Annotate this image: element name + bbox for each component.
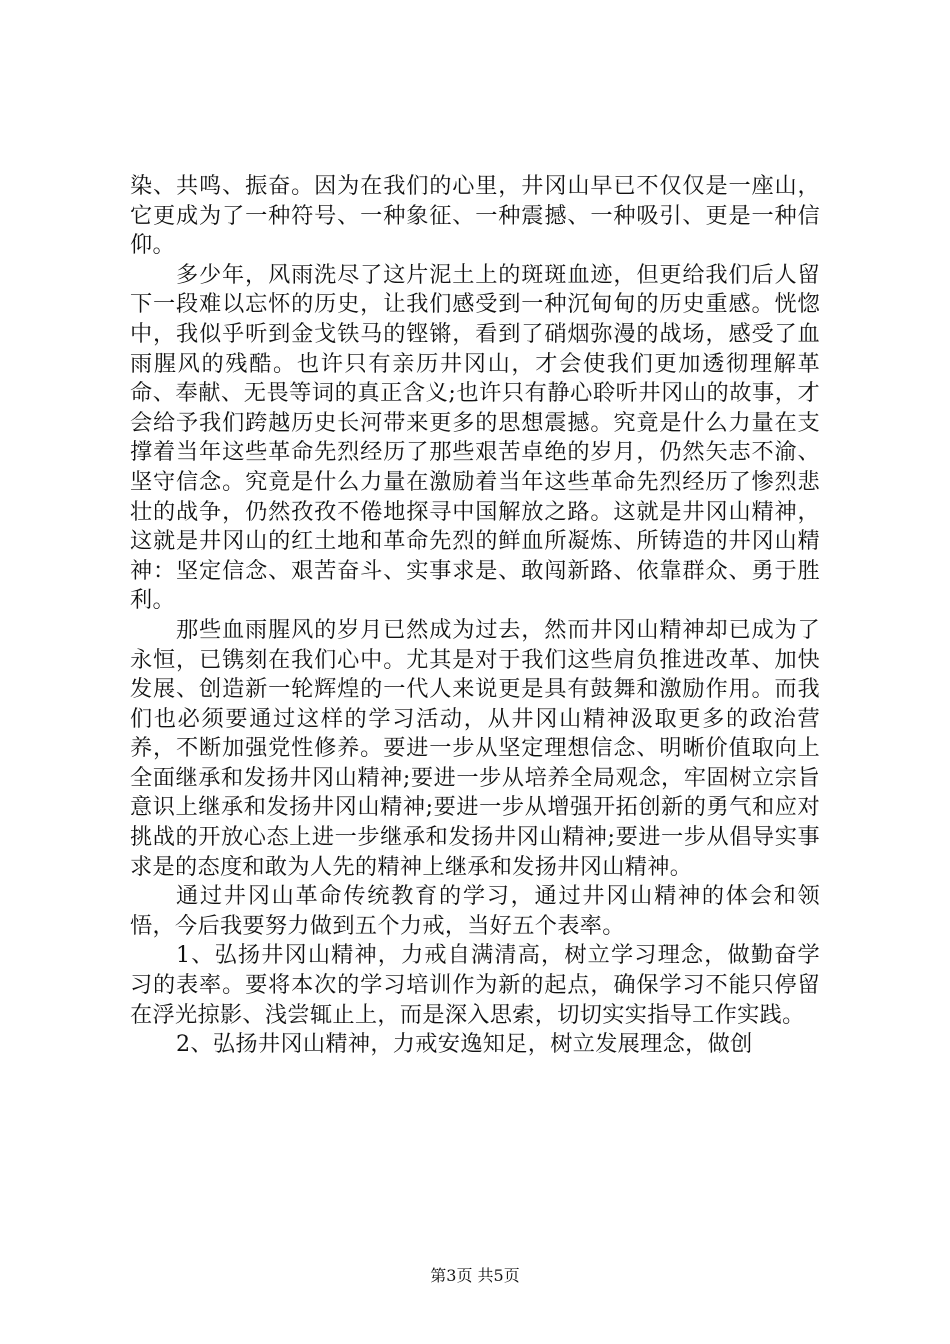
paragraph-6: 2、弘扬井冈山精神，力戒安逸知足，树立发展理念，做创 xyxy=(176,1031,753,1058)
paragraph-1: 染、共鸣、振奋。因为在我们的心里，井冈山早已不仅仅是一座山，它更成为了一种符号、一种象征、一种震撼、一种吸引、更是一种信仰。 xyxy=(130,173,820,259)
page-number-footer: 第3页 共5页 xyxy=(430,1266,520,1285)
document-body xyxy=(130,172,820,1060)
paragraph-5: 1、弘扬井冈山精神，力戒自满清高，树立学习理念，做勤奋学习的表率。要将本次的学习培训作为新的起点，确保学习不能只停留在浮光掠影、浅尝辄止上，而是深入思索，切切实实指导工作实践。 xyxy=(130,942,820,1028)
paragraph-2: 多少年，风雨洗尽了这片泥土上的斑斑血迹，但更给我们后人留下一段难以忘怀的历史，让我们感受到一种沉甸甸的历史重感。恍惚中，我似乎听到金戈铁马的铿锵，看到了硝烟弥漫的战场，感受了血雨腥风的残酷。也许只有亲历井冈山，才会使我们更加透彻理解革命、奉献、无畏等词的真正含义;也许只有静心聆听井冈山的故事，才会给予我们跨越历史长河带来更多的思想震撼。究竟是什么力量在支撑着当年这些革命先烈经历了那些艰苦卓绝的岁月，仍然矢志不渝、坚守信念。究竟是什么力量在激励着当年这些革命先烈经历了惨烈悲壮的战争，仍然孜孜不倦地探寻中国解放之路。这就是井冈山精神，这就是井冈山的红土地和革命先烈的鲜血所凝炼、所铸造的井冈山精神：坚定信念、艰苦奋斗、实事求是、敢闯新路、依靠群众、勇于胜利。 xyxy=(130,261,820,614)
paragraph-3: 那些血雨腥风的岁月已然成为过去，然而井冈山精神却已成为了永恒，已镌刻在我们心中。尤其是对于我们这些肩负推进改革、加快发展、创造新一轮辉煌的一代人来说更是具有鼓舞和激励作用。而我们也必须要通过这样的学习活动，从井冈山精神汲取更多的政治营养，不断加强党性修养。要进一步从坚定理想信念、明晰价值取向上全面继承和发扬井冈山精神;要进一步从培养全局观念，牢固树立宗旨意识上继承和发扬井冈山精神;要进一步从增强开拓创新的勇气和应对挑战的开放心态上进一步继承和发扬井冈山精神;要进一步从倡导实事求是的态度和敢为人先的精神上继承和发扬井冈山精神。 xyxy=(130,616,820,880)
paragraph-4: 通过井冈山革命传统教育的学习，通过井冈山精神的体会和领悟，今后我要努力做到五个力戒，当好五个表率。 xyxy=(130,883,820,939)
